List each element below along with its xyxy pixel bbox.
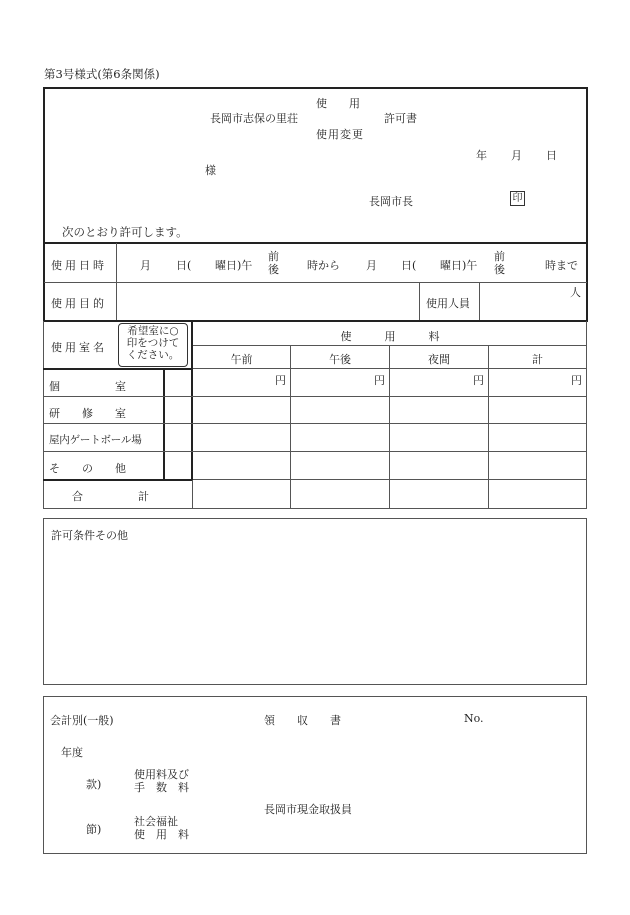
yen-unit: 円 xyxy=(473,374,484,387)
kan-label: 款) xyxy=(86,778,102,791)
start-day: 日( xyxy=(176,259,192,272)
people-unit: 人 xyxy=(570,286,581,299)
intro-text: 次のとおり許可します。 xyxy=(62,225,188,239)
setsu-item-line: 使 用 料 xyxy=(134,828,189,841)
receipt-title: 領 収 書 xyxy=(264,714,341,727)
end-ampm xyxy=(494,250,505,276)
usage-purpose-label: 使用目的 xyxy=(51,297,107,310)
setsu-item-line: 社会福祉 xyxy=(134,815,178,828)
column-header-afternoon: 午後 xyxy=(329,353,351,366)
room-name-label: 使用室名 xyxy=(51,341,107,354)
end-pm: 後 xyxy=(494,263,505,276)
setsu-item xyxy=(134,815,189,841)
kan-item xyxy=(134,768,189,794)
kan-item-line: 手 数 料 xyxy=(134,781,189,794)
mayor-title: 長岡市長 xyxy=(369,195,413,208)
date-year: 年 xyxy=(476,149,487,162)
row-training-room: 研 修 室 xyxy=(49,407,126,420)
date-month: 月 xyxy=(511,149,522,162)
permit-title: 許可書 xyxy=(384,112,417,125)
facility-name: 長岡市志保の里荘 xyxy=(210,112,298,125)
start-ampm xyxy=(268,250,279,276)
note-line: ください。 xyxy=(126,349,180,361)
end-time: 時まで xyxy=(545,259,578,272)
kan-item-line: 使用料及び xyxy=(134,768,189,781)
form-number: 第3号様式(第6条関係) xyxy=(44,67,160,81)
note-line: 印をつけて xyxy=(126,337,180,349)
row-total: 合 計 xyxy=(72,490,149,503)
start-pm: 後 xyxy=(268,263,279,276)
end-am: 前 xyxy=(494,250,505,263)
room-selection-note xyxy=(118,323,188,367)
fiscal-year-label: 年度 xyxy=(61,746,83,759)
cash-handler: 長岡市現金取扱員 xyxy=(264,803,352,816)
start-weekday: 曜日)午 xyxy=(215,259,253,272)
receipt-box xyxy=(43,696,587,854)
row-private-room: 個 室 xyxy=(49,380,126,393)
column-header-total: 計 xyxy=(532,353,543,366)
end-day: 日( xyxy=(401,259,417,272)
yen-unit: 円 xyxy=(374,374,385,387)
setsu-label: 節) xyxy=(86,823,102,836)
start-month: 月 xyxy=(140,259,151,272)
column-header-night: 夜間 xyxy=(428,353,450,366)
people-count-label: 使用人員 xyxy=(426,297,470,310)
receipt-number-label: No. xyxy=(464,712,484,725)
usage-change-word: 使用変更 xyxy=(316,128,364,141)
usage-datetime-label: 使用日時 xyxy=(51,259,107,272)
row-other: そ の 他 xyxy=(49,462,126,475)
yen-unit: 円 xyxy=(275,374,286,387)
seal-mark: 印 xyxy=(510,191,525,206)
row-gateball-hall: 屋内ゲートボール場 xyxy=(49,434,142,446)
account-type: 会計別(一般) xyxy=(50,714,114,727)
start-am: 前 xyxy=(268,250,279,263)
permit-conditions-box xyxy=(43,518,587,685)
addressee-suffix: 様 xyxy=(205,164,216,177)
date-day: 日 xyxy=(546,149,557,162)
end-weekday: 曜日)午 xyxy=(440,259,478,272)
fee-header: 使 用 料 xyxy=(340,330,440,343)
column-header-morning: 午前 xyxy=(230,353,253,366)
yen-unit: 円 xyxy=(571,374,582,387)
usage-word: 使 用 xyxy=(316,97,360,110)
permit-conditions-label: 許可条件その他 xyxy=(51,529,128,542)
note-line: 希望室に○ xyxy=(127,325,179,337)
start-time: 時から xyxy=(307,259,340,272)
end-month: 月 xyxy=(366,259,377,272)
